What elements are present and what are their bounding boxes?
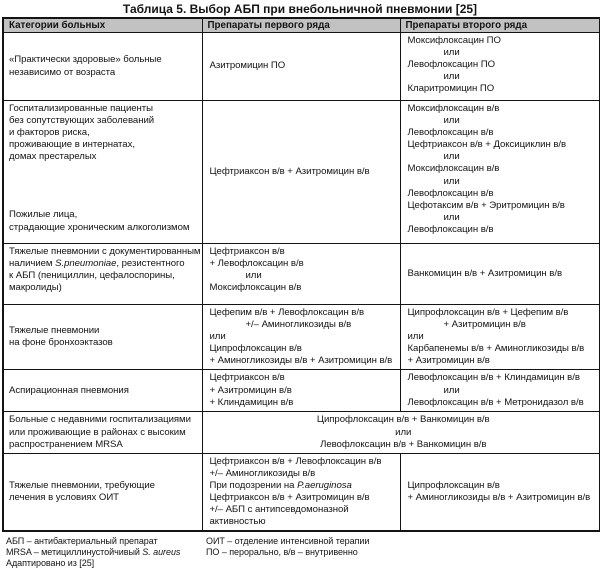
first-line-drugs-cell: [202, 370, 400, 412]
text-line: или проживающие в районах с высоким: [9, 426, 186, 438]
footnote-line: АБП – антибактериальный препарат: [6, 536, 158, 547]
text-line: Ципрофлоксацин в/в: [209, 343, 302, 355]
text-line: + Клиндамицин в/в: [209, 396, 294, 408]
text-line: и факторов риска,: [9, 127, 90, 139]
text-line: или: [443, 211, 460, 223]
text-line: или: [443, 151, 460, 163]
second-line-drugs-cell: [400, 101, 600, 244]
text-line: без сопутствующих заболеваний: [9, 115, 155, 127]
first-line-drugs-cell: [202, 453, 400, 531]
text-line: Карбапенемы в/в + Аминогликозиды в/в: [407, 343, 585, 355]
table-row: [3, 370, 600, 412]
text-line: + Азитромицин в/в: [407, 355, 490, 367]
text-line: +/– Аминогликозиды в/в: [245, 319, 352, 331]
table-title: Таблица 5. Выбор АБП при внебольничной пневмонии [25]: [122, 2, 478, 16]
category-cell: [3, 305, 202, 370]
category-cell: [3, 453, 202, 531]
first-line-drugs-cell: [202, 101, 400, 244]
text-line: Моксифлоксацин в/в: [407, 103, 500, 114]
text-line: Левофлоксацин в/в + Клиндамицин в/в: [407, 372, 580, 384]
text-line: Цефтриаксон в/в + Азитромицин в/в: [209, 492, 370, 504]
text-line: или: [443, 71, 460, 83]
text-line: лечения в условиях ОИТ: [9, 492, 119, 504]
text-line: Моксифлоксацин в/в: [209, 282, 302, 294]
text-line: Цефтриаксон в/в: [209, 246, 285, 257]
text-line: независимо от возраста: [9, 66, 116, 78]
table-row: [3, 453, 600, 531]
text-line: Тяжелые пневмонии: [9, 325, 100, 337]
text-line: Азитромицин ПО: [209, 60, 286, 72]
table-row: [3, 305, 600, 370]
header-row: [3, 18, 600, 33]
text-line: Аспирационная пневмония: [9, 384, 129, 396]
text-line: Моксифлоксацин ПО: [407, 35, 501, 46]
column-header-categories: Категории больных: [3, 18, 202, 33]
text-line: Кларитромицин ПО: [407, 83, 495, 95]
text-line: Цефепим в/в + Левофлоксацин в/в: [209, 307, 365, 318]
text-line: + Левофлоксацин в/в: [209, 258, 304, 270]
text-line: Левофлоксацин в/в: [407, 127, 494, 139]
text-line: Тяжелые пневмонии, требующие: [9, 479, 155, 491]
text-line: Цефтриаксон в/в + Азитромицин в/в: [209, 165, 370, 177]
text-line: проживающие в интернатах,: [9, 139, 135, 151]
second-line-drugs-cell: [400, 33, 600, 101]
column-header-first-line-drugs: Препараты первого ряда: [202, 18, 400, 33]
table-row: [3, 33, 600, 101]
text-line: или: [443, 115, 460, 127]
text-line: или: [395, 426, 412, 438]
text-line: страдающие хроническим алкоголизмом: [9, 221, 190, 233]
footnote-line: MRSA – метициллинустойчивый S. aureus: [6, 547, 181, 558]
category-cell: [3, 244, 202, 305]
text-line: Ципрофлоксацин в/в: [407, 479, 500, 491]
text-line: Моксифлоксацин в/в: [407, 163, 500, 175]
text-line: Тяжелые пневмонии с документированным: [9, 246, 201, 257]
text-line: наличием S.pneumoniae, резистентного: [9, 258, 185, 270]
abp-selection-table: [2, 17, 600, 532]
text-line: домах престарелых: [9, 151, 97, 163]
text-line: + Азитромицин в/в: [443, 319, 526, 331]
second-line-drugs-cell: [400, 453, 600, 531]
text-line: Больные с недавними госпитализациями: [9, 414, 191, 426]
text-line: Пожилые лица,: [9, 209, 78, 221]
table-row: [3, 101, 600, 244]
column-header-second-line-drugs: Препараты второго ряда: [400, 18, 600, 33]
text-line: Левофлоксацин ПО: [407, 59, 495, 71]
text-line: или: [443, 175, 460, 187]
category-cell: [3, 33, 202, 101]
table-row: [3, 244, 600, 305]
text-line: Цефотаксим в/в + Эритромицин в/в: [407, 199, 565, 211]
text-line: Ципрофлоксацин в/в + Цефепим в/в: [407, 307, 569, 318]
text-line: Левофлоксацин в/в: [407, 223, 494, 235]
category-cell: [3, 370, 202, 412]
text-line: +/– АБП с антипсевдомоназной: [209, 504, 349, 516]
footnote-line: ПО – перорально, в/в – внутривенно: [206, 547, 358, 558]
second-line-drugs-cell: [400, 244, 600, 305]
text-line: распространением MRSA: [9, 438, 123, 450]
category-cell: [3, 101, 202, 244]
text-line: «Практически здоровые» больные: [9, 54, 162, 66]
text-line: Госпитализированные пациенты: [9, 103, 153, 114]
merged-drugs-cell: [202, 412, 600, 453]
text-line: или: [443, 47, 460, 59]
text-line: Левофлоксацин в/в + Метронидазол в/в: [407, 396, 584, 408]
footnote-line: ОИТ – отделение интенсивной терапии: [206, 536, 370, 547]
text-line: Левофлоксацин в/в + Ванкомицин в/в: [320, 438, 487, 450]
category-cell: [3, 412, 202, 453]
text-line: + Аминогликозиды в/в + Азитромицин в/в: [407, 492, 591, 504]
text-line: Цефтриаксон в/в: [209, 372, 285, 384]
text-line: + Азитромицин в/в: [209, 384, 292, 396]
text-line: При подозрении на P.aeruginosa: [209, 479, 352, 491]
text-line: на фоне бронхоэктазов: [9, 337, 113, 349]
text-line: к АБП (пенициллин, цефалоспорины,: [9, 270, 175, 282]
text-line: Ципрофлоксацин в/в + Ванкомицин в/в: [316, 414, 490, 426]
footnotes: [0, 532, 600, 568]
text-line: Цефтриаксон в/в + Доксициклин в/в: [407, 139, 567, 151]
text-line: или: [407, 331, 424, 343]
first-line-drugs-cell: [202, 305, 400, 370]
second-line-drugs-cell: [400, 370, 600, 412]
text-line: +/– Аминогликозиды в/в: [209, 467, 316, 479]
text-line: или: [443, 384, 460, 396]
table-row: [3, 412, 600, 453]
text-line: + Аминогликозиды в/в + Азитромицин в/в: [209, 355, 393, 367]
text-line: активностью: [209, 516, 266, 528]
text-line: Цефтриаксон в/в + Левофлоксацин в/в: [209, 455, 382, 467]
second-line-drugs-cell: [400, 305, 600, 370]
first-line-drugs-cell: [202, 33, 400, 101]
footnote-line: Адаптировано из [25]: [6, 557, 95, 568]
text-line: Ванкомицин в/в + Азитромицин в/в: [407, 267, 562, 279]
text-line: или: [245, 270, 262, 282]
text-line: Левофлоксацин в/в: [407, 187, 494, 199]
text-line: макролиды): [9, 282, 62, 294]
text-line: или: [209, 331, 226, 343]
first-line-drugs-cell: [202, 244, 400, 305]
